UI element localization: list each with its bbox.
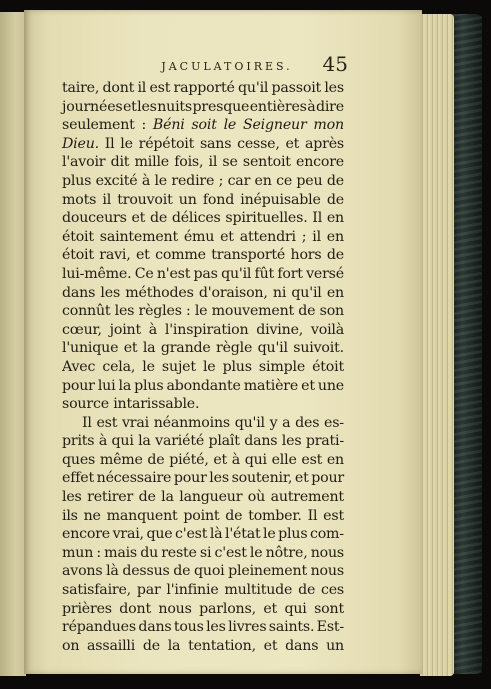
word: de — [298, 582, 316, 599]
word: multitude — [224, 582, 293, 599]
word: de — [326, 172, 344, 189]
word: et — [301, 377, 315, 394]
body-text — [62, 79, 344, 655]
word: mun — [62, 544, 94, 561]
word: mais — [104, 544, 138, 561]
word: transporté — [211, 247, 286, 264]
text-line — [62, 228, 344, 247]
word: qu'il — [238, 80, 269, 96]
word: y — [269, 414, 278, 431]
word: car — [227, 172, 251, 189]
word: attendri — [239, 228, 296, 245]
text-line — [62, 265, 344, 284]
word: on — [62, 637, 80, 654]
text-line — [62, 358, 344, 377]
word: répandues — [62, 619, 136, 636]
word: ne — [83, 507, 101, 524]
word: même — [99, 451, 143, 468]
word: est — [301, 451, 323, 468]
word: sujet — [161, 358, 196, 375]
word: de — [142, 637, 160, 654]
word: pour — [173, 470, 207, 487]
word: méthodes — [125, 284, 194, 301]
text-line — [62, 488, 344, 507]
word: prits — [62, 433, 95, 450]
word: ému — [183, 228, 215, 245]
word: et — [123, 340, 138, 357]
word: ; — [218, 172, 224, 189]
word: plaît — [208, 433, 240, 450]
word: la — [118, 377, 132, 394]
word: règle — [216, 340, 253, 357]
word: ques — [62, 451, 96, 468]
text-line — [62, 562, 344, 581]
word: fois, — [174, 154, 204, 171]
word: com- — [309, 526, 344, 543]
word: prières — [62, 600, 112, 617]
word: pour — [62, 377, 95, 394]
word: dont — [102, 80, 135, 96]
word: variété — [155, 433, 205, 450]
word: vrai, — [112, 526, 144, 543]
word: pas — [193, 265, 218, 282]
word: livres — [228, 619, 267, 636]
word: le — [120, 135, 133, 152]
word: manquent — [106, 507, 178, 524]
word: abondante — [166, 377, 241, 394]
word: le — [202, 358, 216, 375]
text-line — [62, 600, 344, 619]
word: joint — [109, 321, 141, 338]
word: si — [199, 544, 212, 561]
word: qui — [284, 600, 307, 617]
word: spirituelles. — [225, 210, 308, 227]
word: n'est — [156, 265, 191, 282]
word: que — [146, 526, 173, 543]
word: satisfaire, — [62, 582, 131, 599]
word: avons — [62, 563, 103, 580]
word: en — [254, 172, 272, 189]
word: il — [208, 154, 218, 171]
word: les — [137, 98, 157, 115]
word: encore — [62, 526, 110, 543]
word: Dieu. — [62, 135, 99, 152]
text-line — [62, 246, 344, 265]
word: sont — [314, 600, 344, 617]
book-cover-edge — [452, 14, 482, 674]
word: le — [249, 544, 263, 561]
word: Béni — [152, 117, 185, 134]
word: comme — [155, 247, 206, 264]
word: et — [220, 228, 234, 245]
word: se — [222, 154, 238, 171]
word: saints. — [268, 619, 315, 636]
word: presque — [192, 98, 250, 115]
word: a — [282, 414, 291, 431]
text-line — [62, 451, 344, 470]
word: quoi — [194, 563, 225, 580]
word: d'oraison, — [198, 284, 268, 301]
facing-page-edge — [0, 12, 26, 676]
word: pleinement — [228, 563, 307, 580]
word: la — [138, 433, 151, 450]
word: lui — [97, 377, 116, 394]
word: où — [247, 489, 266, 506]
word: à — [148, 321, 158, 338]
word: nôtre, — [265, 544, 308, 561]
text-line — [62, 321, 344, 340]
word: de — [326, 191, 344, 208]
text-line — [62, 172, 344, 191]
word: l'avoir — [62, 154, 106, 171]
word: plus — [134, 377, 164, 394]
word: nous — [310, 544, 344, 561]
word: : — [141, 117, 147, 134]
word: es- — [324, 414, 344, 431]
word: les — [100, 284, 121, 301]
word: prati- — [305, 433, 344, 450]
word: nous — [158, 600, 192, 617]
word: entières — [249, 98, 307, 115]
word: tomber. — [248, 507, 302, 524]
word: dans — [285, 637, 319, 654]
word: ravi, — [99, 247, 131, 264]
text-line — [62, 153, 344, 172]
running-header: JACULATOIRES. — [161, 60, 293, 73]
word: le — [223, 117, 237, 134]
word: par — [136, 582, 161, 599]
word: dont — [119, 600, 151, 617]
word: néanmoins — [153, 414, 230, 431]
word: dire — [315, 98, 344, 115]
word: : — [186, 303, 191, 320]
word: les — [281, 433, 302, 450]
word: en — [326, 451, 344, 468]
word: connût — [62, 303, 111, 320]
text-line — [62, 209, 344, 228]
word: l'infinie — [166, 582, 219, 599]
word: en — [326, 284, 344, 301]
word: étoit — [62, 228, 94, 245]
text-line — [62, 191, 344, 210]
word: de — [298, 303, 316, 320]
word: ; — [301, 228, 307, 245]
word: ces — [320, 582, 344, 599]
text-line — [62, 135, 344, 154]
text-line — [62, 432, 344, 451]
word: est — [323, 507, 344, 524]
word: taire, — [62, 80, 100, 96]
word: là — [209, 526, 223, 543]
text-line: source intarissable. — [62, 396, 200, 413]
word: la — [167, 637, 181, 654]
word: en — [326, 228, 344, 245]
page-block-edges — [420, 14, 454, 676]
word: tentation, — [188, 637, 256, 654]
word: qu'il — [221, 265, 252, 282]
word: qui — [111, 433, 134, 450]
word: peu — [296, 172, 323, 189]
word: il — [137, 80, 147, 96]
word: mouvement — [211, 303, 295, 320]
word: sans — [199, 135, 232, 152]
word: saintement — [99, 228, 178, 245]
word: de — [326, 247, 344, 264]
word: c'est — [214, 544, 247, 561]
word: il — [102, 191, 112, 208]
text-line — [62, 339, 344, 358]
word: mon — [313, 117, 344, 134]
word: mots — [62, 191, 97, 208]
word: les — [62, 489, 82, 506]
word: seulement — [62, 117, 135, 134]
word: une — [317, 377, 344, 394]
word: ils — [62, 507, 78, 524]
text-line — [62, 544, 344, 563]
word: parlons, — [199, 600, 256, 617]
word: le — [154, 172, 168, 189]
word: et — [294, 470, 309, 487]
word: Ce — [134, 265, 154, 282]
word: Il — [104, 135, 115, 152]
word: est — [96, 414, 118, 431]
word: journées — [62, 98, 123, 115]
word: le — [263, 526, 276, 543]
word: tous — [173, 619, 204, 636]
word: délices — [171, 210, 221, 227]
word: versé — [306, 265, 344, 282]
word: et — [263, 600, 278, 617]
word: qu'il — [291, 284, 322, 301]
text-line — [62, 98, 344, 117]
word: le — [194, 303, 208, 320]
word: matière — [243, 377, 299, 394]
word: Il — [82, 414, 92, 431]
text-line — [62, 414, 344, 433]
word: à — [98, 433, 108, 450]
word: et — [135, 247, 150, 264]
word: Il — [307, 507, 318, 524]
word: son — [319, 303, 344, 320]
word: un — [178, 191, 197, 208]
text-line — [62, 637, 344, 656]
word: Seigneur — [242, 117, 307, 134]
word: et — [122, 98, 137, 115]
word: fond — [202, 191, 235, 208]
word: mille — [134, 154, 169, 171]
word: divine, — [256, 321, 304, 338]
word: et — [263, 637, 278, 654]
word: vrai — [121, 414, 149, 431]
word: et — [131, 210, 146, 227]
word: retirer — [87, 489, 134, 506]
word: là — [106, 563, 119, 580]
word: règles — [138, 303, 182, 320]
word: fort — [277, 265, 303, 282]
word: les — [206, 619, 226, 636]
text-line — [62, 377, 344, 396]
word: qu'il — [257, 340, 288, 357]
text-line — [62, 581, 344, 600]
word: de — [138, 489, 156, 506]
word: suivoit. — [293, 340, 344, 357]
text-line — [62, 525, 344, 544]
word: l'unique — [62, 340, 119, 357]
word: de — [147, 451, 165, 468]
text-line — [62, 618, 344, 637]
word: Avec — [62, 358, 96, 375]
word: nous — [310, 563, 344, 580]
word: voilà — [310, 321, 344, 338]
word: simple — [258, 358, 306, 375]
word: à — [141, 172, 151, 189]
word: il — [312, 228, 321, 245]
word: ni — [272, 284, 287, 301]
word: reste — [161, 544, 197, 561]
word: l'inspiration — [164, 321, 249, 338]
word: c'est — [175, 526, 208, 543]
word: assailli — [87, 637, 136, 654]
word: de — [173, 563, 191, 580]
word: de — [225, 507, 243, 524]
text-line — [62, 284, 344, 303]
word: ce — [276, 172, 293, 189]
word: point — [183, 507, 220, 524]
word: du — [140, 544, 159, 561]
word: redire — [171, 172, 215, 189]
word: l'état — [224, 526, 261, 543]
word: Il — [312, 210, 323, 227]
page-number: 45 — [322, 52, 348, 76]
word: est — [149, 80, 171, 96]
word: et — [213, 451, 228, 468]
word: à — [231, 451, 241, 468]
word: excité — [95, 172, 138, 189]
word: en — [326, 210, 344, 227]
word: les — [209, 470, 229, 487]
word: soutenir, — [231, 470, 293, 487]
word: le — [142, 358, 155, 375]
word: étoit — [312, 358, 344, 375]
word: pour — [311, 470, 344, 487]
word: à — [307, 98, 316, 115]
word: la — [142, 340, 156, 357]
word: plus — [62, 172, 92, 189]
word: dans — [244, 433, 278, 450]
text-line — [62, 79, 344, 98]
word: après — [304, 135, 344, 152]
word: Est- — [316, 619, 344, 636]
text-line — [62, 302, 344, 321]
word: dit — [110, 154, 130, 171]
word: langueur — [179, 489, 243, 506]
word: grande — [160, 340, 211, 357]
word: de — [149, 210, 168, 227]
word: lui-même. — [62, 265, 132, 282]
word: sentoit — [242, 154, 291, 171]
word: fût — [254, 265, 275, 282]
word: la — [161, 489, 174, 506]
word: des — [295, 414, 320, 431]
word: plus — [278, 526, 308, 543]
word: cesse, — [237, 135, 280, 152]
word: passoit — [271, 80, 322, 96]
word: les — [324, 80, 344, 96]
word: un — [326, 637, 344, 654]
word: encore — [296, 154, 344, 171]
word: dans — [62, 284, 96, 301]
word: hors — [290, 247, 322, 264]
text-line — [62, 116, 344, 135]
text-line — [62, 469, 344, 488]
word: les — [114, 303, 135, 320]
word: dessus — [122, 563, 170, 580]
word: et — [285, 135, 300, 152]
word: autrement — [270, 489, 344, 506]
word: douceurs — [62, 210, 127, 227]
word: qui — [244, 451, 267, 468]
word: nuits — [157, 98, 193, 115]
word: qu'il — [234, 414, 265, 431]
word: elle — [271, 451, 297, 468]
word: plus — [222, 358, 252, 375]
word: trouvoit — [117, 191, 173, 208]
word: soit — [191, 117, 217, 134]
word: cela, — [102, 358, 136, 375]
word: étoit — [62, 247, 94, 264]
text-line — [62, 507, 344, 526]
word: inépuisable — [240, 191, 321, 208]
word: : — [96, 544, 101, 561]
word: effet — [62, 470, 94, 487]
word: dans — [138, 619, 172, 636]
word: répétoit — [138, 135, 195, 152]
word: piété, — [169, 451, 209, 468]
word: cœur, — [62, 321, 102, 338]
word: nécessaire — [96, 470, 172, 487]
word: rapporté — [173, 80, 235, 96]
